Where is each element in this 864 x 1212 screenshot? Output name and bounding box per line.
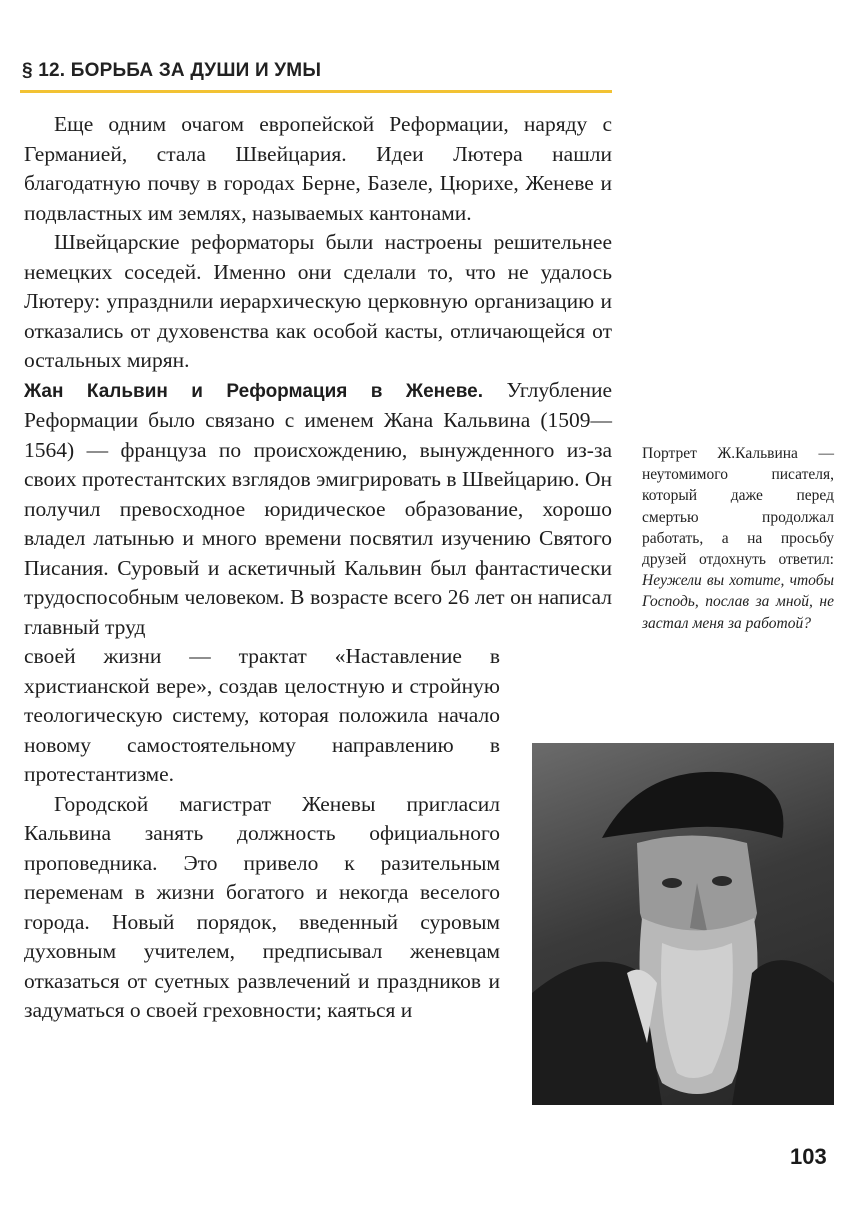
paragraph-3-text: Углубление Реформации было связано с именем Жана Кальвина (1509—1564) — француза по происхождению, вынужденного из-за своих протестантских взглядов эмигрировать в Швейцарию. Он получил превосходное юридическое образование, хорошо владел латынью и много времени посвятил изучению Святого Писания. Суровый и аскетичный Кальвин был фантастически трудоспособным человеком. В возрасте всего 26 лет он написал главный труд [24, 377, 613, 639]
caption-text: Портрет Ж.Кальвина — неутомимого писателя, который даже перед смертью продолжал работать, а на просьбу друзей отдохнуть ответил: [642, 445, 834, 569]
portrait-drawing [532, 743, 834, 1105]
page-number: 103 [790, 1144, 827, 1169]
portrait-caption [642, 443, 834, 634]
section-title: § 12. БОРЬБА ЗА ДУШИ И УМЫ [22, 60, 322, 81]
paragraph-4: Городской магистрат Женевы пригласил Кальвина занять должность официального проповедника. Это привело к разительным переменам в жизни богатого и некогда веселого города. Новый порядок, введенный суровым духовным учителем, предписывал женевцам отказаться от суетных развлечений и праздников и задуматься о своей греховности; каяться и [24, 791, 500, 1022]
paragraph-1: Еще одним очагом европейской Реформации, наряду с Германией, стала Швейцария. Идеи Лютера нашли благодатную почву в городах Берне, Базеле, Цюрихе, Женеве и подвластных им землях, называемых кантонами. [24, 112, 612, 225]
paragraph-3-continued: своей жизни — трактат «Наставление в христианской вере», создав целостную и стройную теологическую систему, которая положила начало новому самостоятельному направлению в протестантизме. [24, 644, 500, 786]
header-rule [20, 90, 612, 93]
paragraph-2: Швейцарские реформаторы были настроены решительнее немецких соседей. Именно они сделали то, что не удалось Лютеру: упразднили иерархическую церковную организацию и отказались от духовенства как особой касты, отличающейся от остальных мирян. [24, 230, 612, 372]
subheading: Жан Кальвин и Реформация в Женеве. [24, 380, 483, 402]
main-text [24, 110, 612, 1026]
paragraph-3 [24, 376, 612, 643]
calvin-portrait-image [532, 743, 834, 1105]
caption-quote: Неужели вы хотите, чтобы Господь, послав за мной, не застал меня за работой? [642, 572, 834, 632]
